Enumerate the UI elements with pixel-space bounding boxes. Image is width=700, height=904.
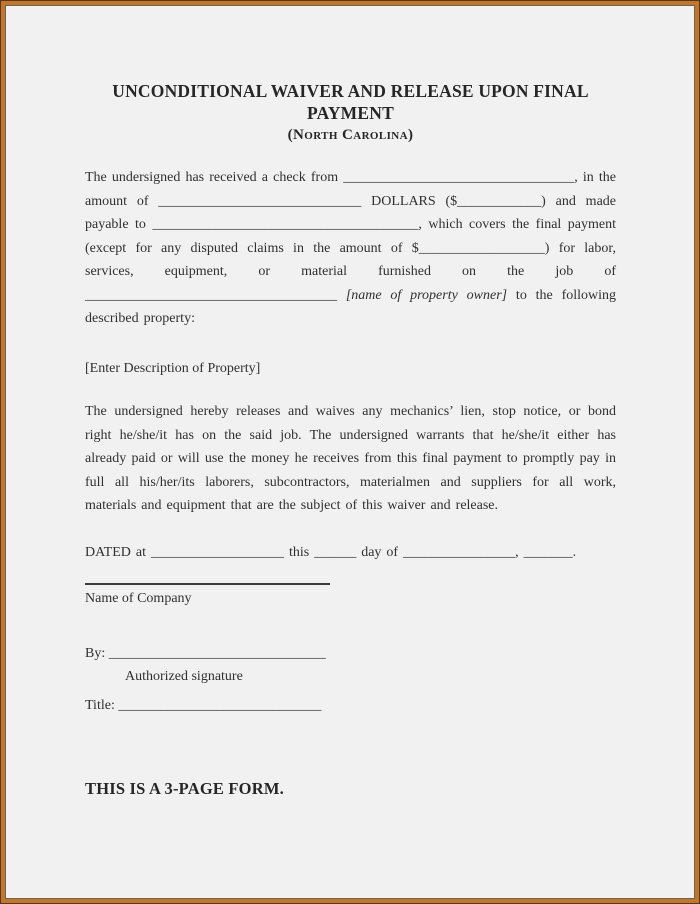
intro-text: The undersigned has received a check from _________________________________, in the amount of _____________________________ DOLLARS ($____________) and made payable to ______________________________________, which covers the final payment (except for any disputed claims in the amount of $__________________) for labor, services, equipment, or material furnished on the job of ____________________________________ [85, 170, 616, 303]
property-owner-placeholder: [name of property owner] [345, 287, 508, 303]
property-description-placeholder: [Enter Description of Property] [85, 360, 261, 376]
company-signature-line [85, 583, 330, 585]
title-signature-line: Title: _____________________________ [85, 697, 322, 713]
waiver-document [85, 0, 616, 801]
intro-paragraph [85, 166, 616, 331]
authorized-signature-caption: Authorized signature [125, 669, 243, 684]
intro-text-tail: to the following described property: [85, 287, 617, 326]
release-paragraph: The undersigned hereby releases and waives any mechanics’ lien, stop notice, or bond right he/she/it has on the said job. The undersigned warrants that he/she/it either has already paid or will use the money he receives from this final payment to promptly pay in full all his/her/its laborers, subcontractors, materialmen and suppliers for all work, materials and equipment that are the subject of this waiver and release. [85, 404, 616, 513]
page-count-notice: THIS IS A 3-PAGE FORM. [85, 779, 284, 798]
company-name-label: Name of Company [85, 591, 192, 606]
dated-line: DATED at ___________________ this ______ day of ________________, _______. [85, 544, 577, 560]
document-title: UNCONDITIONAL WAIVER AND RELEASE UPON FINAL PAYMENT [112, 81, 589, 123]
document-subtitle: (North Carolina) [287, 127, 414, 143]
by-signature-line: By: _______________________________ [85, 645, 326, 661]
